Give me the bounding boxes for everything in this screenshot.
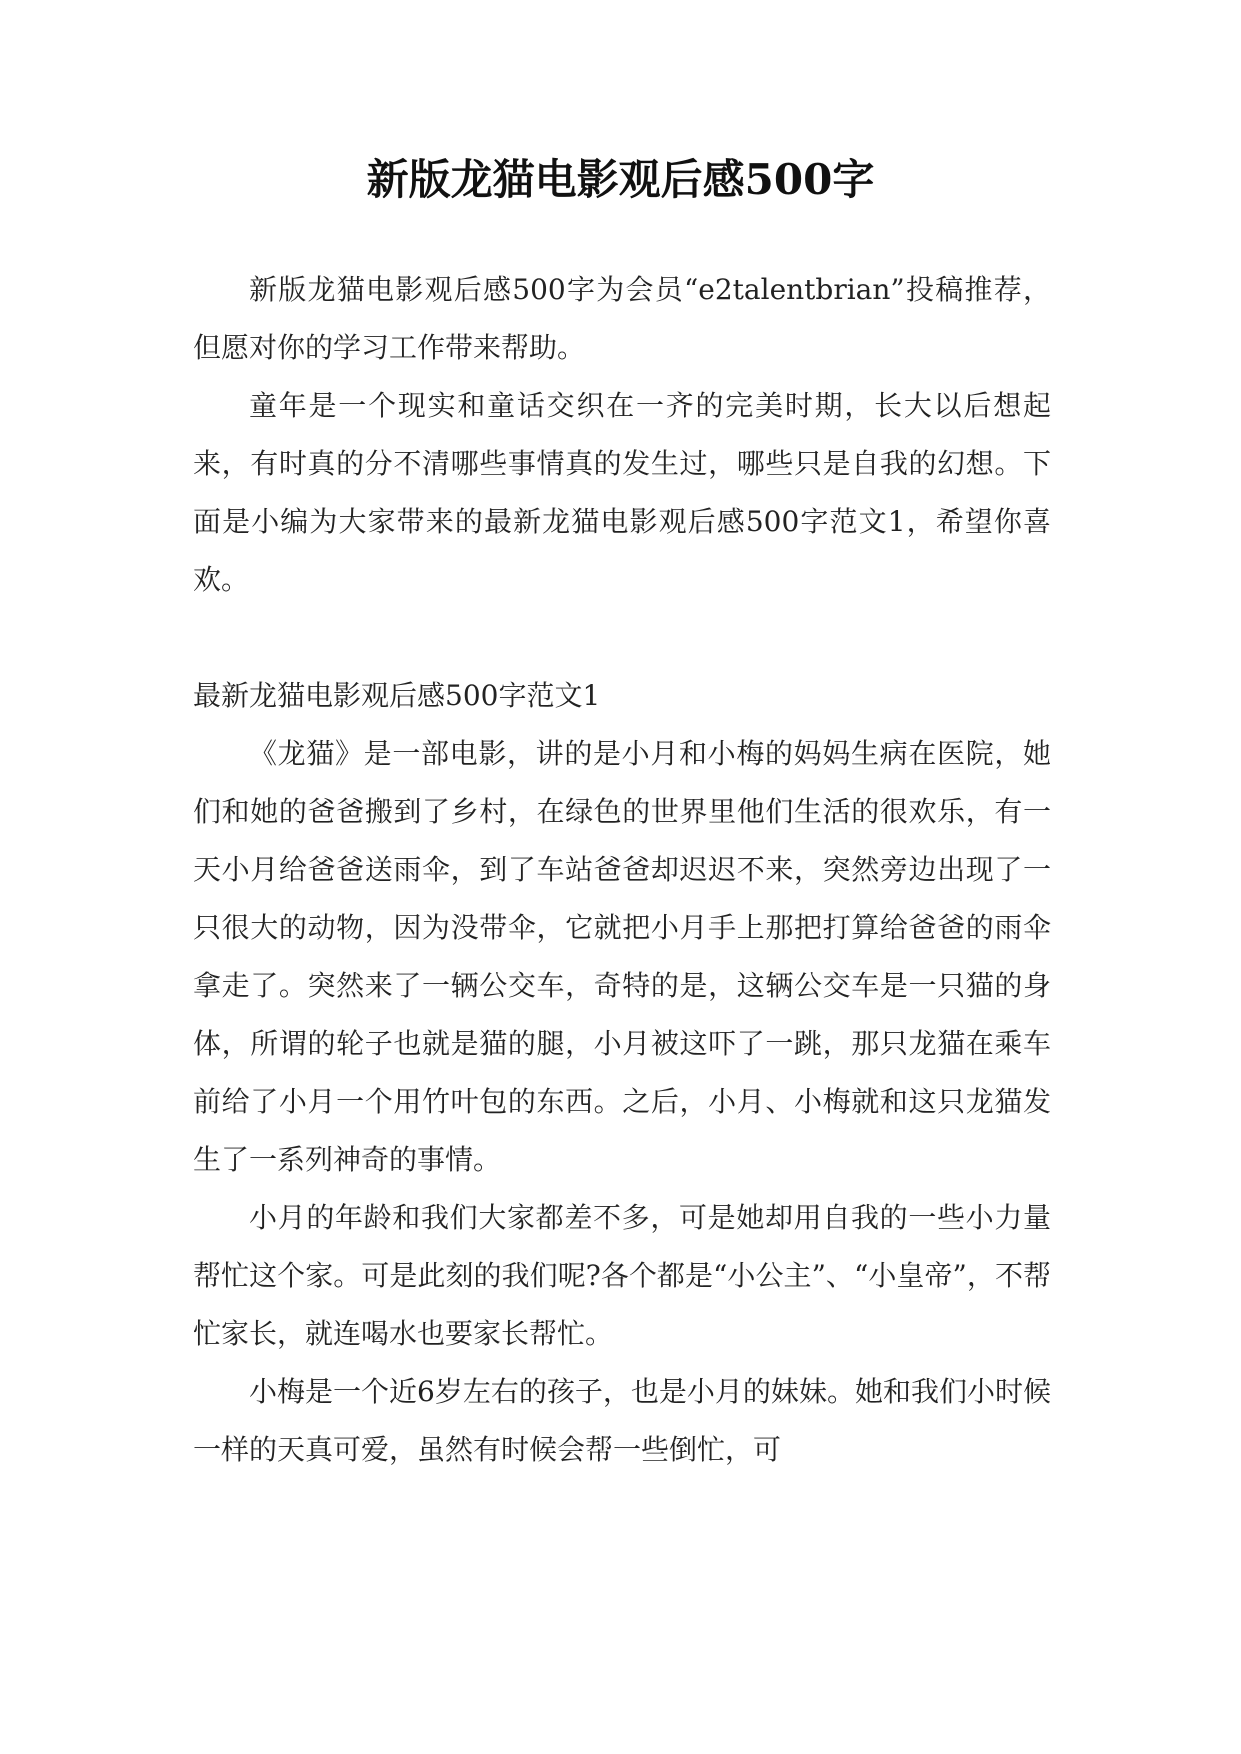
paragraph-spacer [193, 609, 1051, 667]
body-paragraph-3: 小梅是一个近6岁左右的孩子，也是小月的妹妹。她和我们小时候一样的天真可爱，虽然有时候会帮一些倒忙，可 [193, 1375, 1051, 1466]
document-body [193, 261, 1051, 1479]
intro-paragraph-2: 童年是一个现实和童话交织在一齐的完美时期，长大以后想起来，有时真的分不清哪些事情真的发生过，哪些只是自我的幻想。下面是小编为大家带来的最新龙猫电影观后感500字范文1，希望你喜欢。 [193, 389, 1051, 596]
section-heading: 最新龙猫电影观后感500字范文1 [193, 679, 601, 712]
body-paragraph-2: 小月的年龄和我们大家都差不多，可是她却用自我的一些小力量帮忙这个家。可是此刻的我们呢?各个都是“小公主”、“小皇帝”，不帮忙家长，就连喝水也要家长帮忙。 [193, 1201, 1051, 1350]
document-title: 新版龙猫电影观后感500字 [366, 155, 875, 204]
intro-paragraph-1: 新版龙猫电影观后感500字为会员“e2talentbrian”投稿推荐，但愿对你的学习工作带来帮助。 [193, 273, 1051, 364]
body-paragraph-1: 《龙猫》是一部电影，讲的是小月和小梅的妈妈生病在医院，她们和她的爸爸搬到了乡村，在绿色的世界里他们生活的很欢乐，有一天小月给爸爸送雨伞，到了车站爸爸却迟迟不来，突然旁边出现了一只很大的动物，因为没带伞，它就把小月手上那把打算给爸爸的雨伞拿走了。突然来了一辆公交车，奇特的是，这辆公交车是一只猫的身体，所谓的轮子也就是猫的腿，小月被这吓了一跳，那只龙猫在乘车前给了小月一个用竹叶包的东西。之后，小月、小梅就和这只龙猫发生了一系列神奇的事情。 [193, 737, 1051, 1176]
